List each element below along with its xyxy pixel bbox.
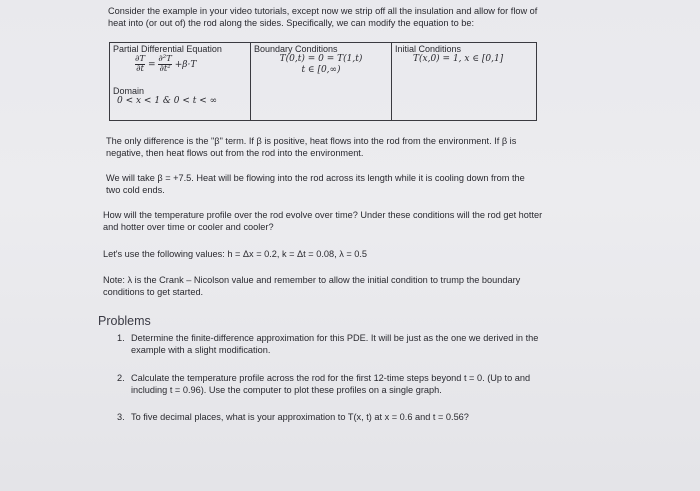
- problems-title: Problems: [98, 314, 151, 328]
- pde-rhs-fraction: [158, 55, 171, 74]
- document-page: [70, 0, 670, 491]
- bc-header: Boundary Conditions: [254, 44, 338, 54]
- bc-line1: T(0,t) = 0 = T(1,t): [279, 54, 363, 64]
- problem-text: Determine the finite-difference approximation for this PDE. It will be just as the one we derived in the example with a slight modification.: [131, 333, 539, 355]
- pde-lhs-den: ∂t: [136, 64, 144, 74]
- pde-rhs-den: ∂t²: [159, 64, 171, 74]
- ic-header: Initial Conditions: [395, 44, 462, 54]
- problem-item: [117, 373, 557, 396]
- problem-item: [117, 333, 557, 356]
- beta-paragraph: The only difference is the "β" term. If β is positive, heat flows into the rod from the environment. If β is negative, then heat flows out from the rod into the environment.: [106, 136, 517, 158]
- take-paragraph: We will take β = +7.5. Heat will be flowing into the rod across its length while it is cooling down from the two cold ends.: [106, 173, 525, 195]
- bc-cell: [251, 43, 392, 121]
- ic-line1: T(x,0) = 1, x ∈ [0,1]: [413, 54, 504, 64]
- pde-equation: [135, 55, 247, 74]
- pde-cell: [110, 43, 251, 121]
- question-paragraph: How will the temperature profile over the rod evolve over time? Under these conditions will the rod get hotter and hotter over time or cooler and cooler?: [103, 210, 543, 232]
- pde-tail: +β·T: [174, 60, 197, 70]
- bc-line2: t ∈ [0,∞): [301, 65, 341, 75]
- intro-paragraph: Consider the example in your video tutorials, except now we strip off all the insulation and allow for flow of heat into (or out of) the rod along the sides. Specifically, we can modify the equation to be:: [108, 6, 538, 28]
- pde-equals: =: [147, 60, 156, 70]
- ic-cell: [392, 43, 537, 121]
- problem-number: 1.: [117, 333, 125, 343]
- domain-label: Domain: [113, 86, 145, 96]
- domain-value: 0 < x < 1 & 0 < t < ∞: [117, 96, 218, 106]
- domain-block: [113, 86, 247, 107]
- pde-rhs-num: ∂²T: [158, 54, 172, 64]
- pde-header: Partial Differential Equation: [113, 44, 222, 54]
- problem-number: 3.: [117, 412, 125, 422]
- problem-text: To five decimal places, what is your approximation to T(x, t) at x = 0.6 and t = 0.56?: [131, 412, 469, 422]
- pde-lhs-fraction: [135, 55, 145, 74]
- values-paragraph: Let's use the following values: h = Δx = 0.2, k = Δt = 0.08, λ = 0.5: [103, 249, 368, 259]
- problem-item: [117, 412, 557, 424]
- problem-text: Calculate the temperature profile across the rod for the first 12-time steps beyond t = 0. (Up to and including t = 0.96). Use the computer to plot these profiles on a single graph.: [131, 373, 531, 395]
- problem-number: 2.: [117, 373, 125, 383]
- pde-lhs-num: ∂T: [135, 54, 146, 64]
- pde-table: [109, 42, 537, 121]
- note-paragraph: Note: λ is the Crank – Nicolson value and remember to allow the initial condition to trump the boundary conditions to get started.: [103, 275, 521, 297]
